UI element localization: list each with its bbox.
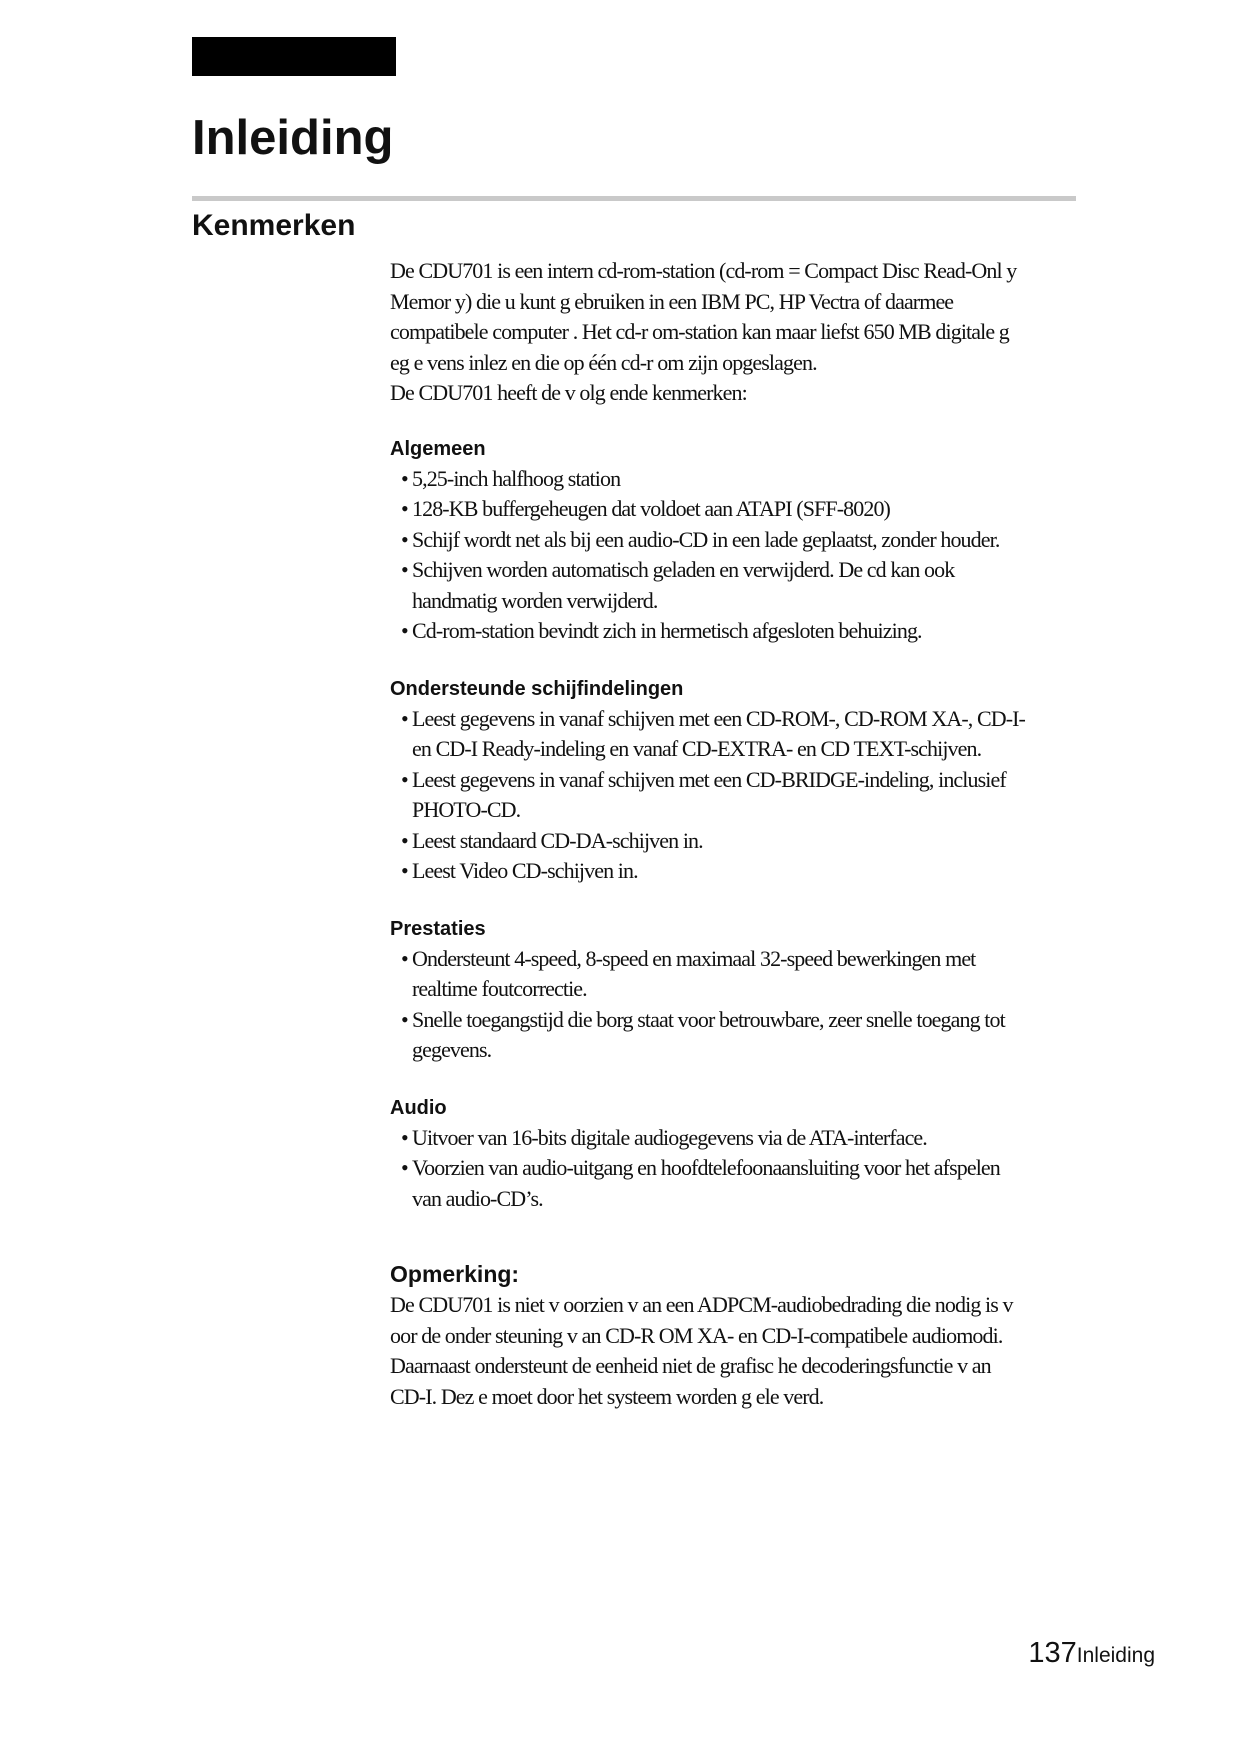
feature-group-performance	[390, 914, 1030, 1066]
feature-group-general	[390, 434, 1030, 647]
intro-lead-in: De CDU701 heeft de v olg ende kenmerken:	[390, 380, 747, 405]
chapter-title: Inleiding	[192, 111, 394, 165]
list-item: • Leest gegevens in vanaf schijven met een CD-BRIDGE-indeling, inclusief PHOTO-CD.	[401, 766, 1006, 822]
list-item: • 128-KB buffergeheugen dat voldoet aan ATAPI (SFF-8020)	[401, 496, 890, 521]
list-item: • Leest gegevens in vanaf schijven met een CD-ROM-, CD-ROM XA-, CD-I- en CD-I Ready-indeling en vanaf CD-EXTRA- en CD TEXT-schijven.	[401, 705, 1025, 761]
list-item: • Voorzien van audio-uitgang en hoofdtelefoonaansluiting voor het afspelen van audio-CD’s.	[401, 1155, 1000, 1211]
body-text	[390, 256, 1030, 1412]
note-heading: Opmerking:	[390, 1261, 520, 1287]
group-heading: Ondersteunde schijfindelingen	[390, 677, 684, 700]
note-text: De CDU701 is niet v oorzien v an een ADPCM-audiobedrading die nodig is v oor de onder steuning v an CD-R OM XA- en CD-I-compatibele audiomodi. Daarnaast ondersteunt de eenheid niet de grafisc he decoderingsfunctie v an CD-I. Dez e moet door het systeem worden g ele verd.	[390, 1292, 1013, 1409]
intro-paragraph: De CDU701 is een intern cd-rom-station (cd-rom = Compact Disc Read-Onl y Memor y) die u kunt g ebruiken in een IBM PC, HP Vectra of daarmee compatibele computer . Het cd-r om-station kan maar liefst 650 MB digitale g eg e vens inlez en die op één cd-r om zijn opgeslagen.	[390, 258, 1017, 375]
group-heading: Audio	[390, 1096, 447, 1119]
group-heading: Algemeen	[390, 437, 486, 460]
feature-group-audio	[390, 1093, 1030, 1215]
list-item: • Schijf wordt net als bij een audio-CD in een lade geplaatst, zonder houder.	[401, 526, 1000, 552]
page-number: 137	[1028, 1637, 1077, 1669]
list-item: • Snelle toegangstijd die borg staat voor betrouwbare, zeer snelle toegang tot gegevens.	[401, 1006, 1005, 1062]
list-item: • Leest standaard CD-DA-schijven in.	[401, 827, 703, 853]
list-item: • Cd-rom-station bevindt zich in hermetisch afgesloten behuizing.	[401, 618, 922, 643]
chapter-tab-marker	[192, 37, 396, 76]
note-block	[390, 1258, 1030, 1412]
list-item: • Leest Video CD-schijven in.	[401, 858, 638, 883]
list-item: • Schijven worden automatisch geladen en verwijderd. De cd kan ook handmatig worden verwijderd.	[401, 557, 955, 613]
title-rule	[192, 196, 1076, 201]
list-item: • Uitvoer van 16-bits digitale audiogegevens via de ATA-interface.	[401, 1124, 927, 1150]
feature-group-formats	[390, 674, 1030, 887]
group-heading: Prestaties	[390, 917, 486, 940]
list-item: • Ondersteunt 4-speed, 8-speed en maximaal 32-speed bewerkingen met realtime foutcorrectie.	[401, 945, 976, 1001]
footer-section-label: Inleiding	[1076, 1644, 1155, 1667]
section-title: Kenmerken	[192, 209, 356, 242]
page-footer	[1028, 1637, 1155, 1670]
list-item: • 5,25-inch halfhoog station	[401, 465, 621, 491]
